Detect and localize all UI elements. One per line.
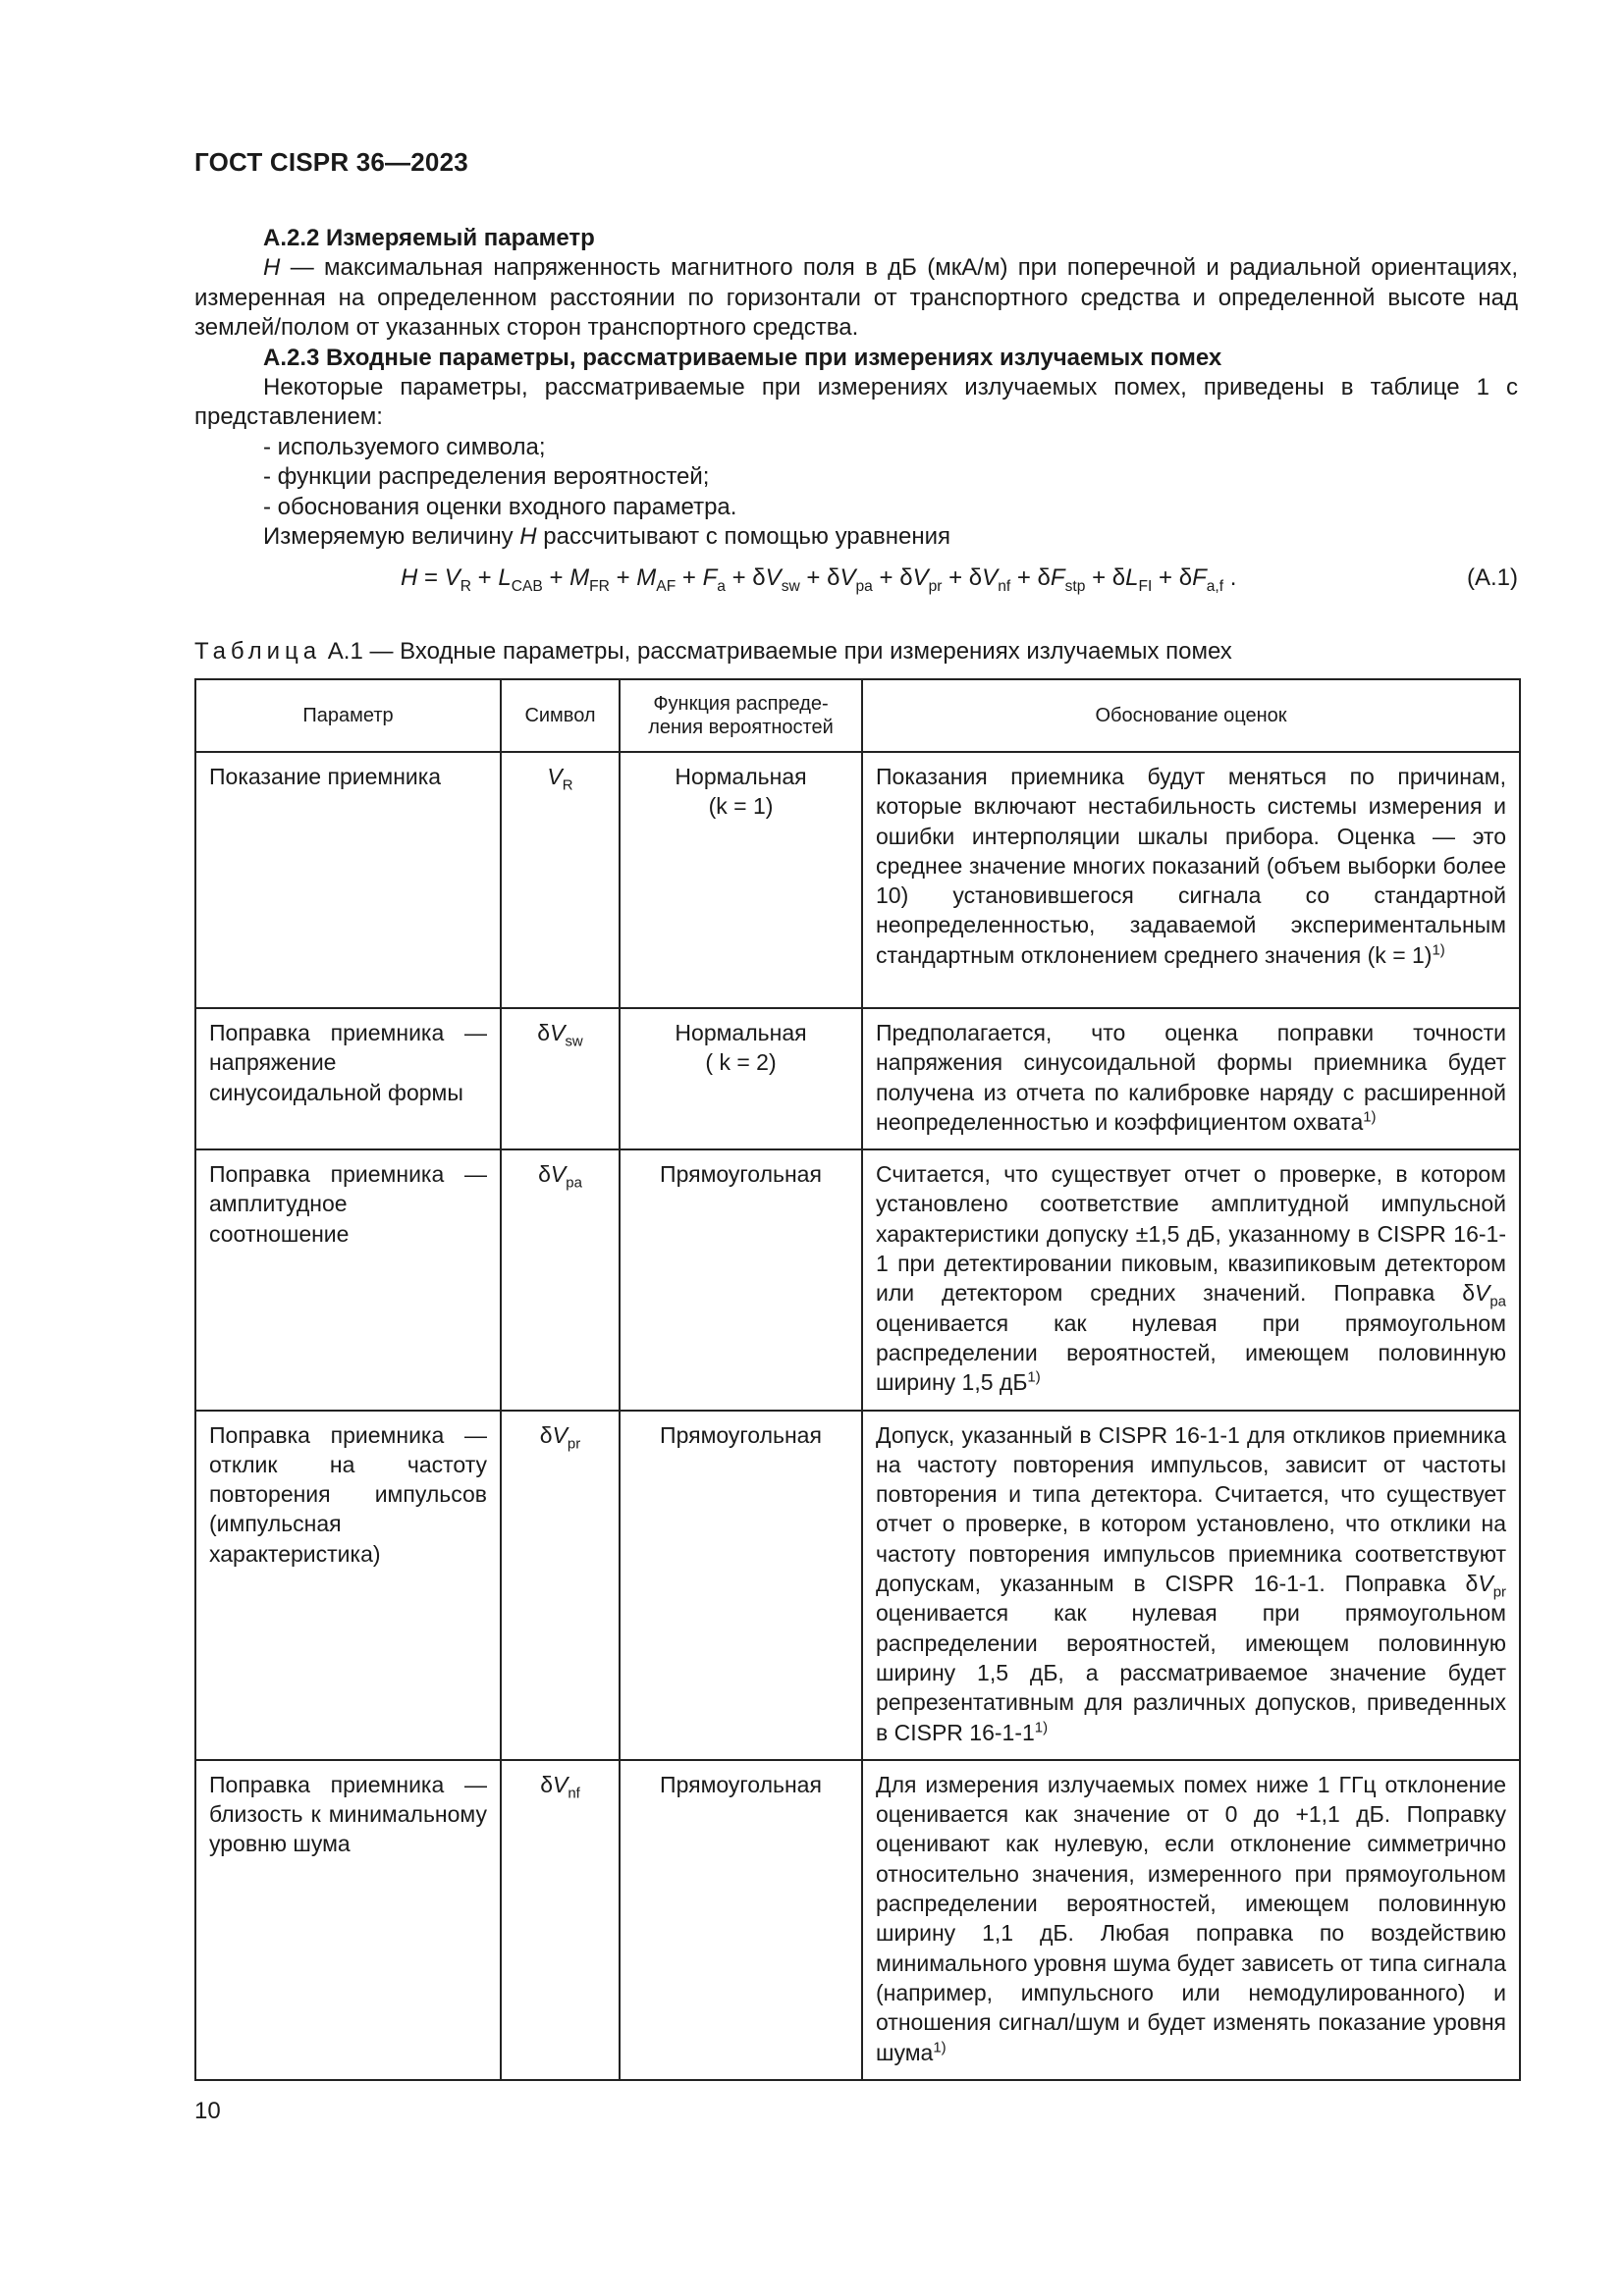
cell-distribution: Нормальная ( k = 2) [620,1008,862,1149]
header-param: Параметр [195,679,501,752]
section-a22-text: H — максимальная напряженность магнитного поля в дБ (мкА/м) при поперечной и радиальной ориентациях, измеренная на определенном расстоянии по горизонтали от транспортного средства и определенной высоте над землей/полом от указанных сторон транспортного средства. [194,254,1518,342]
list-item: - используемого символа; [263,433,546,460]
cell-basis: Для измерения излучаемых помех ниже 1 ГГц отклонение оценивается как значение от 0 до +1,1 дБ. Поправку оценивают как нулевую, если отклонение симметрично относительно значения, измеренного при прямоугольном распределении вероятностей, имеющем половинную ширину 1,1 дБ. Любая поправка по воздействию минимального уровня шума будет зависеть от типа сигнала (например, импульсного или немодулированного) и отношения сигнал/шум и будет изменять показание уровня шума$^{1)}$ [862,1760,1520,2080]
table-row [195,1760,1520,2080]
cell-basis: Допуск, указанный в CISPR 16-1-1 для откликов приемника на частоту повторения импульсов, зависит от частоты повторения и типа детектора. Считается, что существует отчет о проверке, в котором установлено, что отклики на частоту повторения импульсов приемника соответствуют допускам, указанным в CISPR 16-1-1. Поправка $\delta V_{pr}$ оценивается как нулевая при прямоугольном распределении вероятностей, имеющем половинную ширину 1,5 дБ, а рассматриваемое значение будет репрезентативным для различных допусков, приведенных в CISPR 16-1-1$^{1)}$ [862,1411,1520,1760]
list-item: - функции распределения вероятностей; [263,463,710,491]
cell-param: Поправка приемника — амплитудное соотношение [195,1149,501,1410]
cell-basis: Предполагается, что оценка поправки точности напряжения синусоидальной формы приемника будет получена из отчета по калибровке наряду с расширенной неопределенностью и коэффициентом охвата$^{1)}$ [862,1008,1520,1149]
document-id: ГОСТ CISPR 36—2023 [194,147,468,177]
cell-param: Поправка приемника — напряжение синусоидальной формы [195,1008,501,1149]
cell-param: Поправка приемника — отклик на частоту повторения импульсов (импульсная характеристика) [195,1411,501,1760]
calc-sentence: Измеряемую величину H рассчитывают с помощью уравнения [263,523,950,551]
cell-symbol: $\delta V_{nf}$ [501,1760,620,2080]
cell-basis: Считается, что существует отчет о проверке, в котором установлено соответствие амплитудной импульсной характеристики допуску ±1,5 дБ, указанному в CISPR 16-1-1 при детектировании пиковым, квазипиковым детектором или детектором средних значений. Поправка $\delta V_{pa}$ оценивается как нулевая при прямоугольном распределении вероятностей, имеющем половинную ширину 1,5 $дБ^{1)}$ [862,1149,1520,1410]
table-row [195,1411,1520,1760]
equation-number: (А.1) [1466,564,1518,592]
cell-param: Показание приемника [195,752,501,1008]
cell-symbol: $\delta V_{sw}$ [501,1008,620,1149]
list-item: - обоснования оценки входного параметра. [263,493,737,520]
equation-formula: $H = V_R + L_{CAB} + M_{FR} + M_{AF} + F_a + \delta V_{sw} + \delta V_{pa} + \delta V_{pr} + \delta V_{nf} + \delta F_{stp} + \delta L_{FI} + \delta F_{a,f}$ . [401,564,1237,596]
cell-basis: Показания приемника будут меняться по причинам, которые включают нестабильность системы измерения и ошибки интерполяции шкалы прибора. Оценка — это среднее значение многих показаний (объем выборки более 10) установившегося сигнала со стандартной неопределенностью, задаваемой экспериментальным стандартным отклонением среднего значения (k = 1)$^{1)}$ [862,752,1520,1008]
table-row [195,1149,1520,1410]
header-basis: Обоснование оценок [862,679,1520,752]
cell-distribution: Нормальная (k = 1) [620,752,862,1008]
cell-symbol: $\delta V_{pa}$ [501,1149,620,1410]
cell-distribution: Прямоугольная [620,1760,862,2080]
parameters-table [194,678,1521,2081]
section-a22-heading: А.2.2 Измеряемый параметр [263,225,595,251]
cell-symbol: $V_R$ [501,752,620,1008]
section-a23-intro: Некоторые параметры, рассматриваемые при измерениях излучаемых помех, приведены в таблице 1 с представлением: [194,374,1518,431]
cell-distribution: Прямоугольная [620,1411,862,1760]
page-number: 10 [194,2098,221,2124]
cell-param: Поправка приемника — близость к минимальному уровню шума [195,1760,501,2080]
section-a23-heading: А.2.3 Входные параметры, рассматриваемые при измерениях излучаемых помех [263,344,1222,371]
table-header-row [195,679,1520,752]
cell-distribution: Прямоугольная [620,1149,862,1410]
header-distribution: Функция распреде- ления вероятностей [620,679,862,752]
table-row [195,752,1520,1008]
header-symbol: Символ [501,679,620,752]
table-row [195,1008,1520,1149]
cell-symbol: $\delta V_{pr}$ [501,1411,620,1760]
table-caption: Таблица А.1 — Входные параметры, рассматриваемые при измерениях излучаемых помех [194,638,1232,665]
body-text [194,224,1518,599]
equation-a1 [194,556,1518,599]
